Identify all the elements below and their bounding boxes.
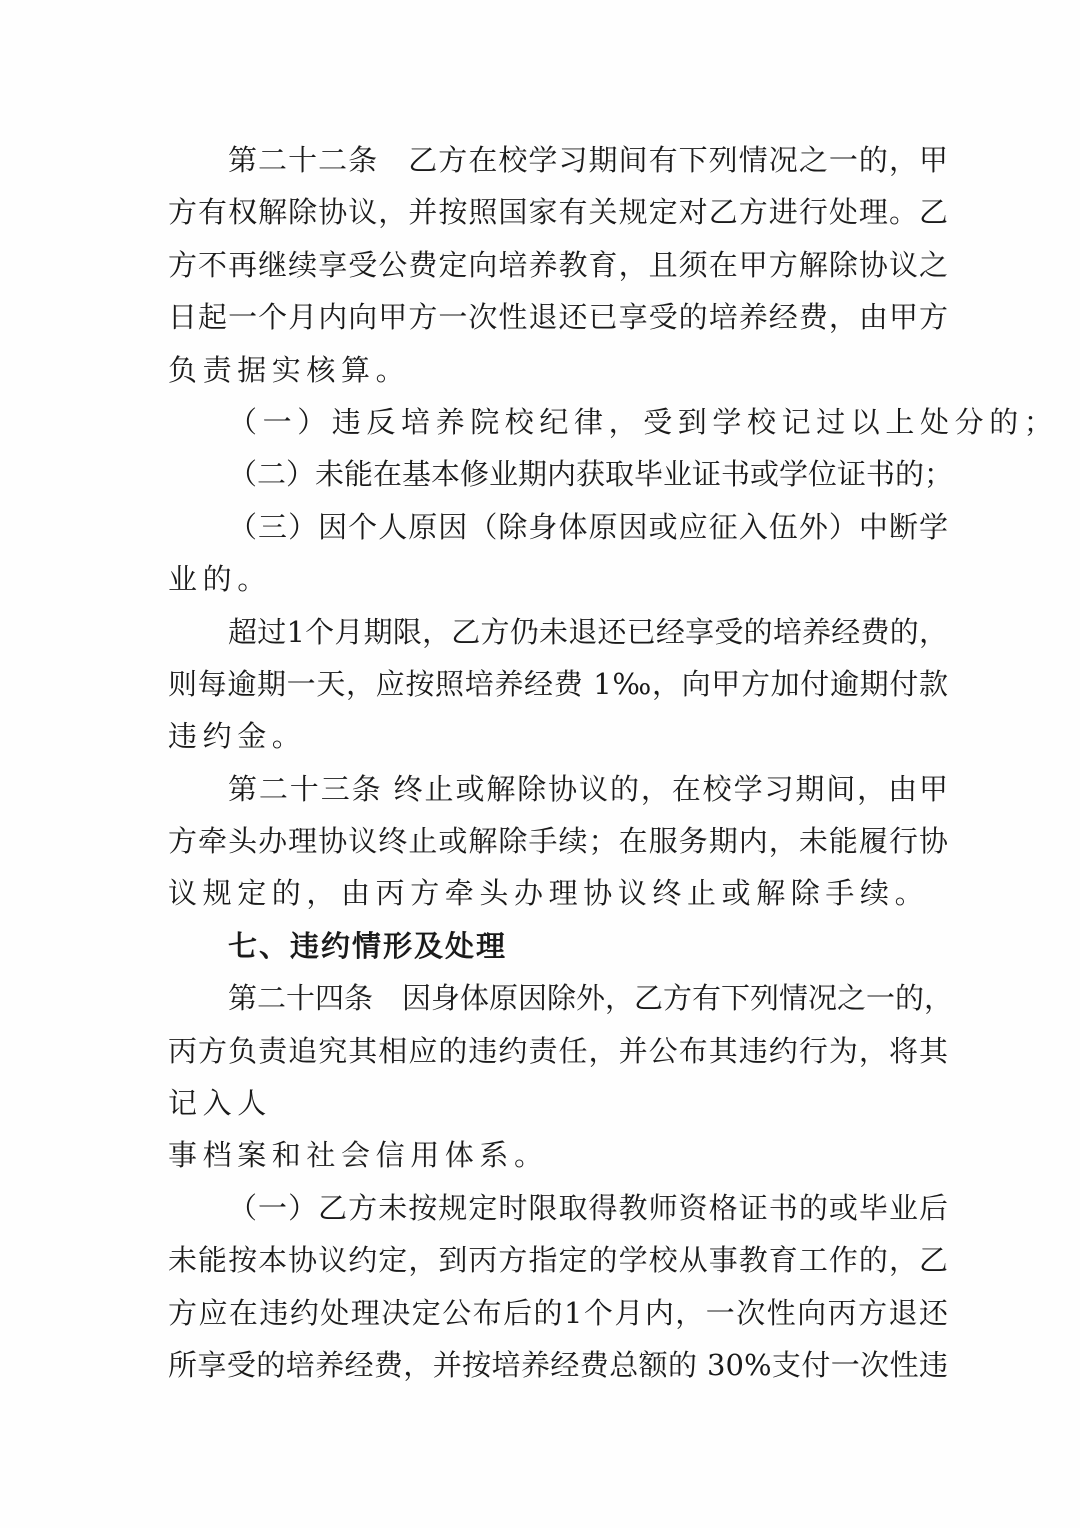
article-24-paragraph bbox=[168, 972, 954, 1182]
text-line: （三）因个人原因（除身体原因或应征入伍外）中断学 bbox=[228, 509, 948, 544]
text-line: 未能按本协议约定，到丙方指定的学校从事教育工作的，乙 bbox=[168, 1243, 948, 1278]
text-line: 违约金。 bbox=[168, 719, 307, 754]
text-line: 业的。 bbox=[168, 562, 272, 597]
text-line: 第二十四条 因身体原因除外，乙方有下列情况之一的， bbox=[228, 981, 954, 1016]
text-line: 第二十二条 乙方在校学习期间有下列情况之一的，甲 bbox=[228, 143, 948, 177]
text-line: 则每逾期一天，应按照培养经费 1‰，向甲方加付逾期付款 bbox=[168, 666, 948, 701]
text-line: （一）乙方未按规定时限取得教师资格证书的或毕业后 bbox=[228, 1190, 948, 1225]
text-line: 方有权解除协议，并按照国家有关规定对乙方进行处理。乙 bbox=[168, 195, 948, 230]
document-body bbox=[168, 134, 1059, 1391]
text-line: 所享受的培养经费，并按培养经费总额的 30%支付一次性违 bbox=[168, 1347, 948, 1382]
text-line: 超过1个月期限，乙方仍未退还已经享受的培养经费的， bbox=[228, 614, 948, 649]
article-22-item-1: （一）违反培养院校纪律，受到学校记过以上处分的； bbox=[228, 404, 1059, 439]
text-line: 负责据实核算。 bbox=[168, 352, 411, 387]
section-heading: 七、违约情形及处理 bbox=[228, 928, 508, 963]
text-line: 第二十三条 终止或解除协议的，在校学习期间，由甲 bbox=[228, 771, 948, 806]
text-line: 记入人 bbox=[168, 1086, 272, 1121]
article-23-paragraph bbox=[168, 763, 948, 920]
text-line: 丙方负责追究其相应的违约责任，并公布其违约行为，将其 bbox=[168, 1033, 948, 1068]
text-line: 日起一个月内向甲方一次性退还已享受的培养经费，由甲方 bbox=[168, 300, 948, 335]
text-line: 方牵头办理协议终止或解除手续；在服务期内，未能履行协 bbox=[168, 824, 948, 859]
article-22-item-2: （二）未能在基本修业期内获取毕业证书或学位证书的； bbox=[228, 457, 954, 492]
text-line: 方不再继续享受公费定向培养教育，且须在甲方解除协议之 bbox=[168, 247, 948, 282]
article-22-paragraph bbox=[168, 134, 948, 396]
article-22-item-3 bbox=[168, 501, 948, 606]
text-line: 议规定的，由丙方牵头办理协议终止或解除手续。 bbox=[168, 876, 930, 911]
text-line: 方应在违约处理决定公布后的1个月内，一次性向丙方退还 bbox=[168, 1295, 948, 1330]
text-line: 事档案和社会信用体系。 bbox=[168, 1138, 549, 1173]
overdue-penalty-paragraph bbox=[168, 606, 948, 763]
article-24-item-1 bbox=[168, 1182, 948, 1392]
